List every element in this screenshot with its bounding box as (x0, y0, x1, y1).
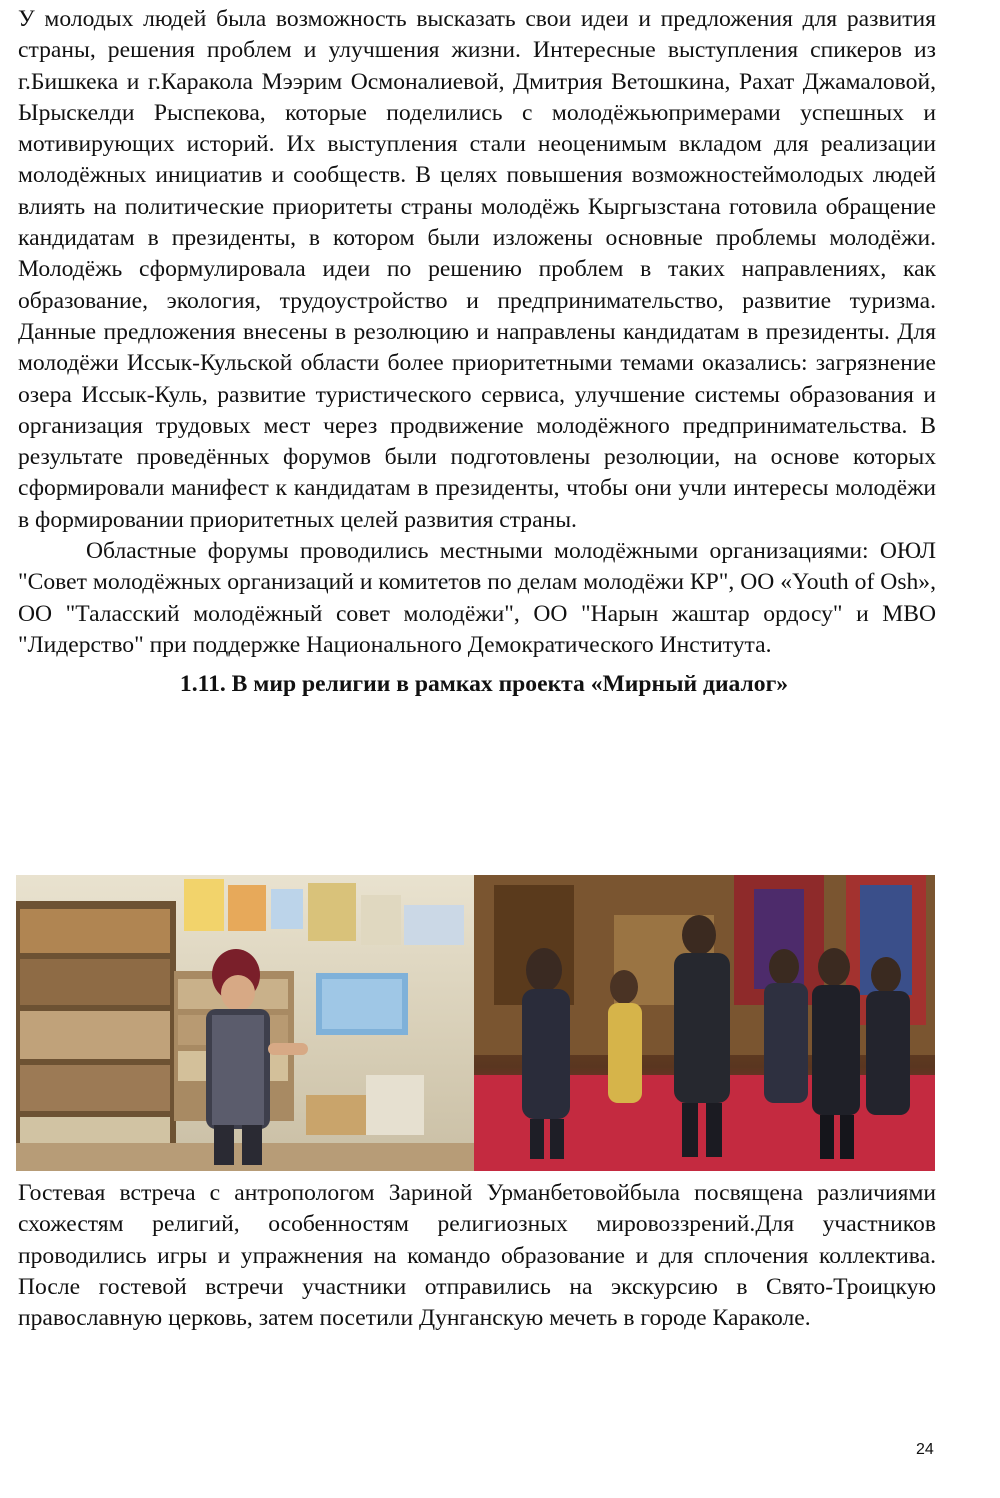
bookshelf-rows (20, 909, 170, 1163)
section-heading: 1.11. В мир религии в рамках проекта «Мирный диалог» (179, 671, 789, 698)
caption-paragraph: Гостевая встреча с антропологом Зариной Урманбетовойбыла посвящена различиями схожестям религий, особенностям религиозных мировоззрений.Для участников проводились игры и упражнения на командо образование и для сплочения коллектива. После гостевой встречи участники отправились на экскурсию в Свято-Троицкую православную церковь, затем посетили Дунганскую мечеть в городе Караколе. (18, 1180, 936, 1332)
church-excursion-photo (474, 875, 935, 1171)
document-page (18, 4, 936, 701)
library-meeting-photo (16, 875, 474, 1171)
page-number: 24 (916, 1441, 934, 1458)
body-paragraph-1: У молодых людей была возможность высказать свои идеи и предложения для развития страны, решения проблем и улучшения жизни. Интересные выступления спикеров из г.Бишкека и г.Каракола Мээрим Осмоналиевой, Дмитрия Ветошкина, Рахат Джамаловой, Ырыскелди Рыспекова, которые поделились с молодёжьюпримерами успешных и мотивирующих историй. Их выступления стали неоценимым вкладом для реализации молодёжных инициатив и сообществ. В целях повышения возможностеймолодых людей влиять на политические приоритеты страны молодёжь Кыргызстана готовила обращение кандидатам в президенты, в котором были изложены основные проблемы молодёжи. Молодёжь сформулировала идеи по решению проблем в таких направлениях, как образование, экология, трудоустройство и предпринимательство, развитие туризма. Данные предложения внесены в резолюцию и направлены кандидатам в президенты. Для молодёжи Иссык-Кульской области более приоритетными темами оказались: загрязнение озера Иссык-Куль, развитие туристического сервиса, улучшение системы образования и организация трудовых мест через продвижение молодёжного предпринимательства. В результате проведённых форумов были подготовлены резолюции, на основе которых сформировали манифест к кандидатам в президенты, чтобы они учли интересы молодёжи в формировании приоритетных целей развития страны. (18, 6, 936, 533)
photo-strip (16, 875, 935, 1171)
photo-caption (18, 1178, 936, 1334)
body-paragraph-2: Областные форумы проводились местными молодёжными организациями: ОЮЛ "Совет молодёжных организаций и комитетов по делам молодёжи КР", ОО «Youth of Osh», ОО "Таласский молодёжный совет молодёжи", ОО "Нарын жаштар ордосу" и МВО "Лидерство" при поддержке Национального Демократического Института. (18, 538, 936, 658)
church-scene-image (474, 875, 935, 1171)
library-scene-image (16, 875, 474, 1171)
